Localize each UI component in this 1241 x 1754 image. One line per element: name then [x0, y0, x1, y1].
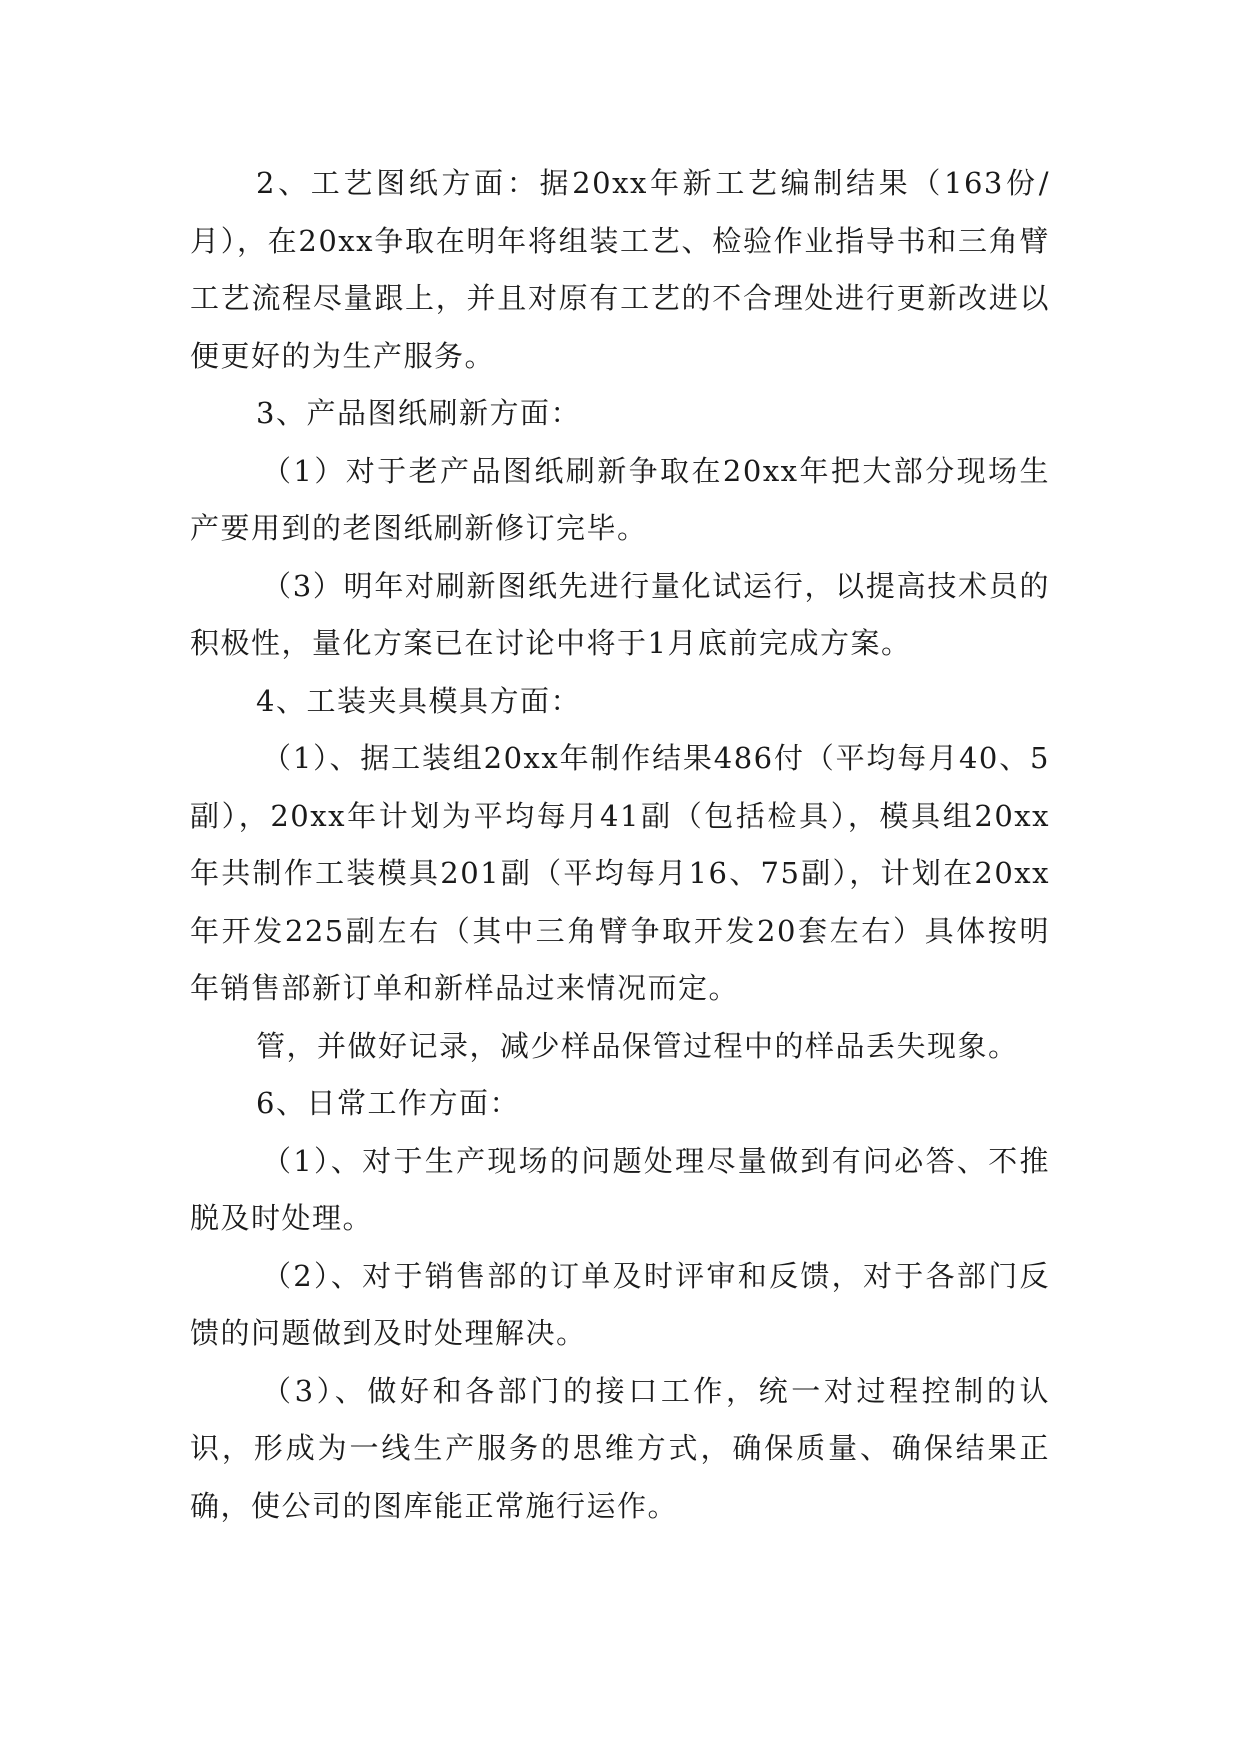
heading-tooling-fixtures: 4、工装夹具模具方面：: [256, 683, 581, 718]
paragraph-sample-custody: 管，并做好记录，减少样品保管过程中的样品丢失现象。: [256, 1028, 1019, 1063]
paragraph-production-issues: （1）、对于生产现场的问题处理尽量做到有问必答、不推脱及时处理。: [190, 1143, 1050, 1235]
paragraph-process-drawings: 2、工艺图纸方面：据20xx年新工艺编制结果（163份/月），在20xx争取在明年将组装工艺、检验作业指导书和三角臂工艺流程尽量跟上，并且对原有工艺的不合理处进行更新改进以便更好的为生产服务。: [190, 166, 1050, 373]
document-body: [190, 155, 1050, 1535]
paragraph-order-review: （2）、对于销售部的订单及时评审和反馈，对于各部门反馈的问题做到及时处理解决。: [190, 1258, 1050, 1350]
paragraph-old-drawings-refresh: （1）对于老产品图纸刷新争取在20xx年把大部分现场生产要用到的老图纸刷新修订完毕。: [190, 453, 1050, 545]
paragraph-tooling-results: （1）、据工装组20xx年制作结果486付（平均每月40、5副），20xx年计划为平均每月41副（包括检具），模具组20xx年共制作工装模具201副（平均每月16、75副），计划在20xx年开发225副左右（其中三角臂争取开发20套左右）具体按明年销售部新订单和新样品过来情况而定。: [190, 741, 1050, 1005]
heading-daily-work: 6、日常工作方面：: [256, 1086, 520, 1120]
paragraph-quantified-trial: （3）明年对刷新图纸先进行量化试运行，以提高技术员的积极性，量化方案已在讨论中将于1月底前完成方案。: [190, 568, 1050, 660]
heading-product-drawings-refresh: 3、产品图纸刷新方面：: [256, 396, 581, 430]
paragraph-interface-work: （3）、做好和各部门的接口工作，统一对过程控制的认识，形成为一线生产服务的思维方式，确保质量、确保结果正确，使公司的图库能正常施行运作。: [190, 1373, 1050, 1523]
